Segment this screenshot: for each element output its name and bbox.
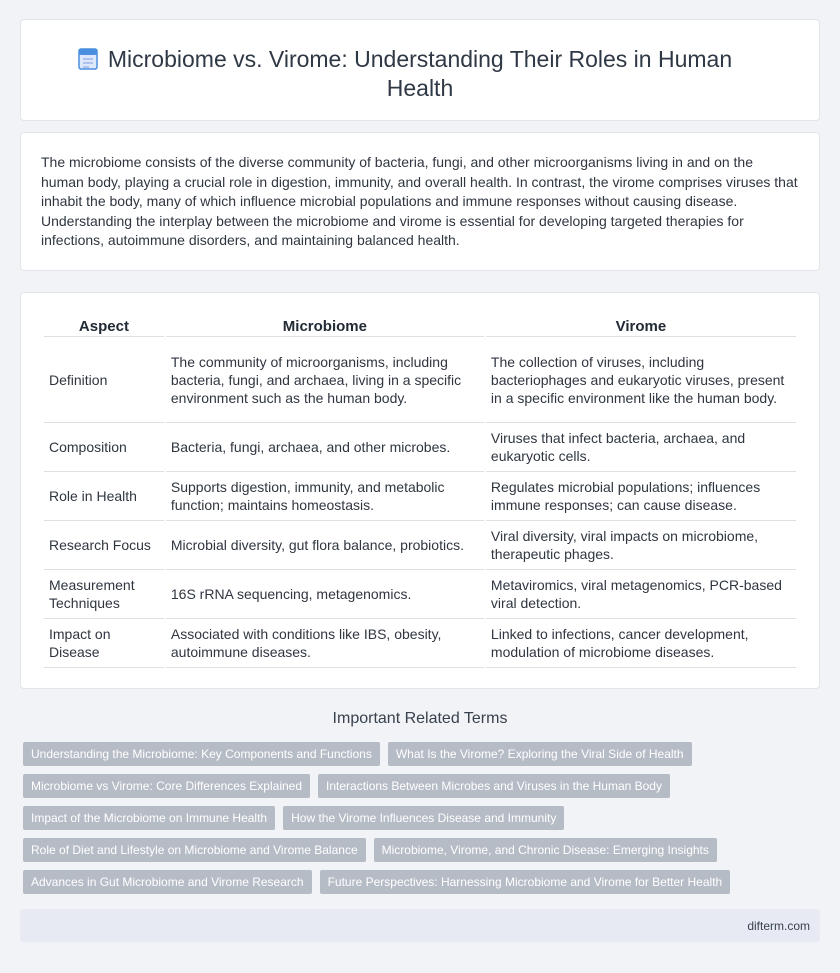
table-row	[44, 337, 796, 423]
cell-microbiome: The community of microorganisms, including bacteria, fungi, and archaea, living in a specific environment such as the human body.	[166, 337, 484, 423]
cell-microbiome: Supports digestion, immunity, and metabolic function; maintains homeostasis.	[166, 472, 484, 521]
table-row	[44, 570, 796, 619]
cell-aspect: Measurement Techniques	[44, 570, 164, 619]
cell-virome: The collection of viruses, including bacteriophages and eukaryotic viruses, present in a specific environment like the human body.	[486, 337, 796, 423]
table-row	[44, 619, 796, 668]
cell-virome: Metaviromics, viral metagenomics, PCR-based viral detection.	[486, 570, 796, 619]
comparison-table-card	[20, 292, 820, 689]
related-terms-list	[23, 742, 823, 902]
table-header-row	[44, 311, 796, 337]
cell-aspect: Role in Health	[44, 472, 164, 521]
header-card	[20, 19, 820, 121]
cell-virome: Viral diversity, viral impacts on microbiome, therapeutic phages.	[486, 521, 796, 570]
cell-virome: Viruses that infect bacteria, archaea, and eukaryotic cells.	[486, 423, 796, 472]
cell-aspect: Impact on Disease	[44, 619, 164, 668]
cell-aspect: Definition	[44, 337, 164, 423]
cell-virome: Linked to infections, cancer development, modulation of microbiome diseases.	[486, 619, 796, 668]
site-link[interactable]: difterm.com	[747, 919, 810, 933]
header-microbiome: Microbiome	[166, 311, 484, 337]
cell-aspect: Research Focus	[44, 521, 164, 570]
related-terms-heading: Important Related Terms	[332, 710, 508, 727]
cell-aspect: Composition	[44, 423, 164, 472]
cell-microbiome: Microbial diversity, gut flora balance, probiotics.	[166, 521, 484, 570]
table-row	[44, 521, 796, 570]
related-term-link[interactable]: Future Perspectives: Harnessing Microbiome and Virome for Better Health	[320, 870, 731, 894]
comparison-table	[42, 311, 798, 668]
table-row	[44, 423, 796, 472]
related-term-link[interactable]: Interactions Between Microbes and Viruses in the Human Body	[318, 774, 670, 798]
header-virome: Virome	[486, 311, 796, 337]
related-term-link[interactable]: Microbiome vs Virome: Core Differences Explained	[23, 774, 310, 798]
intro-paragraph: The microbiome consists of the diverse community of bacteria, fungi, and other microorganisms living in and on the human body, playing a crucial role in digestion, immunity, and overall health. In contrast, the virome comprises viruses that inhabit the body, many of which influence microbial populations and immune responses without causing disease. Understanding the interplay between the microbiome and virome is essential for developing targeted therapies for infections, autoimmune disorders, and maintaining balanced health.	[41, 154, 798, 249]
related-term-link[interactable]: Impact of the Microbiome on Immune Health	[23, 806, 275, 830]
intro-card	[20, 132, 820, 271]
header-aspect: Aspect	[44, 311, 164, 337]
cell-microbiome: Associated with conditions like IBS, obesity, autoimmune diseases.	[166, 619, 484, 668]
footer-bar	[20, 909, 820, 942]
related-term-link[interactable]: Microbiome, Virome, and Chronic Disease: Emerging Insights	[374, 838, 717, 862]
related-term-link[interactable]: Understanding the Microbiome: Key Components and Functions	[23, 742, 380, 766]
cell-virome: Regulates microbial populations; influences immune responses; can cause disease.	[486, 472, 796, 521]
cell-microbiome: 16S rRNA sequencing, metagenomics.	[166, 570, 484, 619]
related-term-link[interactable]: What Is the Virome? Exploring the Viral Side of Health	[388, 742, 692, 766]
related-term-link[interactable]: Advances in Gut Microbiome and Virome Research	[23, 870, 312, 894]
table-row	[44, 472, 796, 521]
related-term-link[interactable]: How the Virome Influences Disease and Immunity	[283, 806, 564, 830]
related-term-link[interactable]: Role of Diet and Lifestyle on Microbiome and Virome Balance	[23, 838, 366, 862]
cell-microbiome: Bacteria, fungi, archaea, and other microbes.	[166, 423, 484, 472]
page-title: Microbiome vs. Virome: Understanding Their Roles in Human Health	[107, 46, 733, 101]
